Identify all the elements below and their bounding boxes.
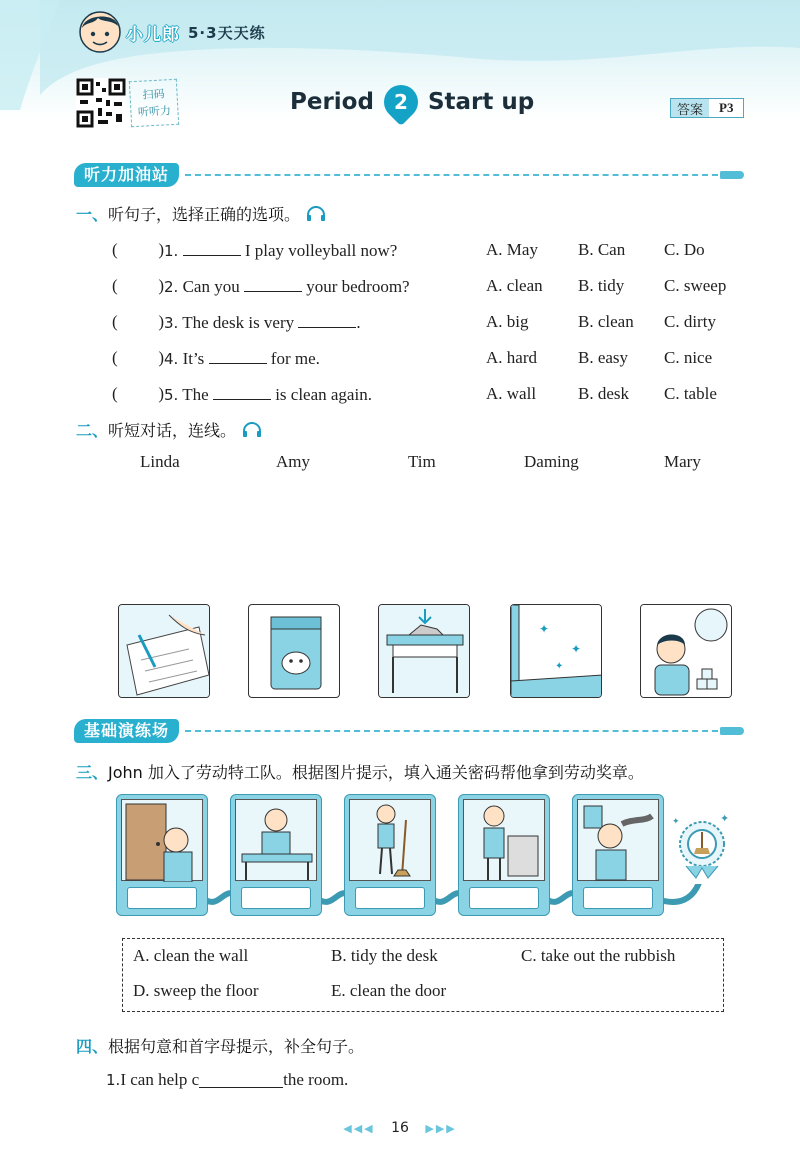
writing-hand-illustration — [119, 605, 210, 698]
medal-icon — [668, 808, 738, 892]
section-banner-listening — [74, 162, 744, 188]
scene-image — [463, 799, 545, 881]
question-4-heading — [76, 1034, 364, 1057]
fill-blank[interactable] — [244, 276, 302, 292]
name-daming[interactable]: Daming — [524, 452, 579, 471]
fill-blank[interactable] — [298, 312, 356, 328]
open-paren: ( — [112, 240, 118, 259]
option-c: C. sweep — [664, 276, 727, 295]
scan-line-2: 听听力 — [137, 104, 172, 119]
picture-writing-homework[interactable] — [118, 604, 210, 698]
period-number-badge — [377, 78, 425, 126]
choice-c: C. take out the rubbish — [521, 946, 676, 965]
page-title — [290, 82, 534, 122]
picture-boy-thinking[interactable] — [640, 604, 732, 698]
scene-image — [349, 799, 431, 881]
question-stem — [164, 240, 482, 261]
question-row — [112, 382, 752, 406]
close-paren: ) — [158, 240, 164, 259]
question-row — [112, 238, 752, 262]
svg-text:✦: ✦ — [571, 642, 582, 656]
fill-blank[interactable] — [183, 240, 241, 256]
answer-bracket[interactable] — [112, 312, 164, 332]
scene-card-wall — [572, 794, 664, 916]
open-paren: ( — [112, 384, 118, 403]
name-tim[interactable]: Tim — [408, 452, 436, 471]
scan-line-1: 扫码 — [142, 87, 165, 102]
choice-d: D. sweep the floor — [133, 981, 259, 1000]
section-banner-basic — [74, 718, 744, 744]
right-arrows: ▶▶▶ — [425, 1122, 457, 1135]
stem-after: I play volleyball now? — [240, 240, 398, 260]
option-b: B. tidy — [578, 276, 625, 295]
answer-slot[interactable] — [241, 887, 311, 909]
period-word: Period — [290, 89, 374, 115]
answer-slot[interactable] — [469, 887, 539, 909]
question-number: 一、 — [76, 205, 109, 224]
picture-snack-bag[interactable] — [248, 604, 340, 698]
question-instruction: 听短对话，连线。 — [108, 421, 237, 440]
svg-text:✦: ✦ — [539, 622, 550, 636]
question-instruction: 根据句意和首字母提示，补全句子。 — [108, 1037, 365, 1056]
stem-after: . — [356, 312, 361, 332]
section-title: 基础演练场 — [74, 719, 179, 743]
item-number: 2. — [164, 277, 179, 296]
item-number: 3. — [164, 313, 179, 332]
boy-mascot-icon — [78, 10, 122, 54]
banner-divider — [185, 174, 718, 176]
option-b: B. easy — [578, 348, 629, 367]
name-linda[interactable]: Linda — [140, 452, 180, 471]
option-a: A. May — [486, 240, 538, 259]
brand-name: 小儿郎 — [126, 24, 180, 45]
question-stem — [164, 384, 482, 405]
scene-card-door — [116, 794, 208, 916]
wall-illustration — [511, 605, 602, 698]
scan-to-listen-label — [129, 79, 179, 127]
option-a: A. clean — [486, 276, 543, 295]
stem-before: It’s — [178, 348, 209, 368]
desk-illustration — [379, 605, 470, 698]
option-b: B. clean — [578, 312, 634, 331]
question-stem — [164, 276, 482, 297]
stem-after: for me. — [266, 348, 320, 368]
scene-image — [235, 799, 317, 881]
question-row — [112, 346, 752, 370]
answer-page: P3 — [709, 99, 743, 117]
answer-label: 答案 — [671, 99, 709, 117]
headphones-icon[interactable] — [242, 422, 262, 438]
fill-blank[interactable] — [199, 1072, 283, 1088]
item-number: 4. — [164, 349, 179, 368]
page-number-text: 16 — [391, 1120, 409, 1136]
phrase-choices-box — [122, 938, 724, 1012]
answer-page-tag[interactable] — [670, 98, 744, 118]
picture-messy-desk[interactable] — [378, 604, 470, 698]
question-row — [106, 1068, 746, 1092]
stem-before: The — [178, 384, 213, 404]
name-mary[interactable]: Mary — [664, 452, 701, 471]
open-paren: ( — [112, 312, 118, 331]
brand-logo — [78, 12, 266, 52]
open-paren: ( — [112, 276, 118, 295]
question-number: 三、 — [76, 763, 109, 782]
answer-slot[interactable] — [127, 887, 197, 909]
stem-before: I can help c — [120, 1070, 200, 1089]
option-a: A. wall — [486, 384, 537, 403]
question-instruction: John 加入了劳动特工队。根据图片提示，填入通关密码帮他拿到劳动奖章。 — [108, 763, 644, 782]
answer-bracket[interactable] — [112, 348, 164, 368]
item-number: 1. — [164, 241, 179, 260]
answer-bracket[interactable] — [112, 276, 164, 296]
scene-card-rubbish — [458, 794, 550, 916]
option-c: C. dirty — [664, 312, 716, 331]
option-c: C. Do — [664, 240, 705, 259]
close-paren: ) — [158, 276, 164, 295]
question-instruction: 听句子，选择正确的选项。 — [108, 205, 301, 224]
answer-slot[interactable] — [355, 887, 425, 909]
question-stem — [164, 312, 482, 333]
scene-image — [121, 799, 203, 881]
brand-series: 5·3天天练 — [188, 23, 266, 42]
name-amy[interactable]: Amy — [276, 452, 310, 471]
answer-bracket[interactable] — [112, 384, 164, 404]
pen-icon — [720, 171, 744, 179]
question-row — [112, 274, 752, 298]
question-row — [112, 310, 752, 334]
stem-after: the room. — [283, 1070, 349, 1089]
stem-after: your bedroom? — [301, 276, 410, 296]
option-c: C. nice — [664, 348, 713, 367]
question-number: 四、 — [76, 1037, 109, 1056]
open-paren: ( — [112, 348, 118, 367]
qr-code-icon[interactable] — [76, 78, 126, 128]
svg-text:✦: ✦ — [672, 817, 680, 827]
option-a: A. hard — [486, 348, 537, 367]
option-c: C. table — [664, 384, 717, 403]
option-a: A. big — [486, 312, 529, 331]
item-number: 5. — [164, 385, 179, 404]
left-arrows: ◀◀◀ — [343, 1122, 375, 1135]
banner-divider — [185, 730, 718, 732]
question-number: 二、 — [76, 421, 109, 440]
boy-illustration — [641, 605, 732, 698]
question-1-heading — [76, 202, 326, 225]
close-paren: ) — [158, 312, 164, 331]
pen-icon — [720, 727, 744, 735]
choice-e: E. clean the door — [331, 981, 447, 1000]
question-2-heading — [76, 418, 262, 441]
option-b: B. Can — [578, 240, 626, 259]
stem-before: The desk is very — [178, 312, 299, 332]
stem-before: Can you — [178, 276, 244, 296]
fill-blank[interactable] — [209, 348, 267, 364]
answer-bracket[interactable] — [112, 240, 164, 260]
scene-card-desk — [230, 794, 322, 916]
question-3-heading — [76, 760, 644, 783]
bag-illustration — [249, 605, 340, 698]
question-stem — [164, 348, 482, 369]
fill-blank[interactable] — [213, 384, 271, 400]
scene-card-floor — [344, 794, 436, 916]
svg-text:✦: ✦ — [555, 661, 564, 672]
close-paren: ) — [158, 348, 164, 367]
answer-slot[interactable] — [583, 887, 653, 909]
option-b: B. desk — [578, 384, 629, 403]
picture-clean-wall[interactable] — [510, 604, 602, 698]
period-number: 2 — [393, 90, 408, 115]
headphones-icon[interactable] — [306, 206, 326, 222]
page-number — [0, 1120, 800, 1136]
period-title: Start up — [427, 89, 535, 115]
section-title: 听力加油站 — [74, 163, 179, 187]
close-paren: ) — [158, 384, 164, 403]
scene-image — [577, 799, 659, 881]
svg-text:✦: ✦ — [720, 812, 730, 825]
choice-a: A. clean the wall — [133, 946, 249, 965]
choice-b: B. tidy the desk — [331, 946, 438, 965]
stem-after: is clean again. — [270, 384, 372, 404]
item-number: 1. — [106, 1071, 121, 1089]
